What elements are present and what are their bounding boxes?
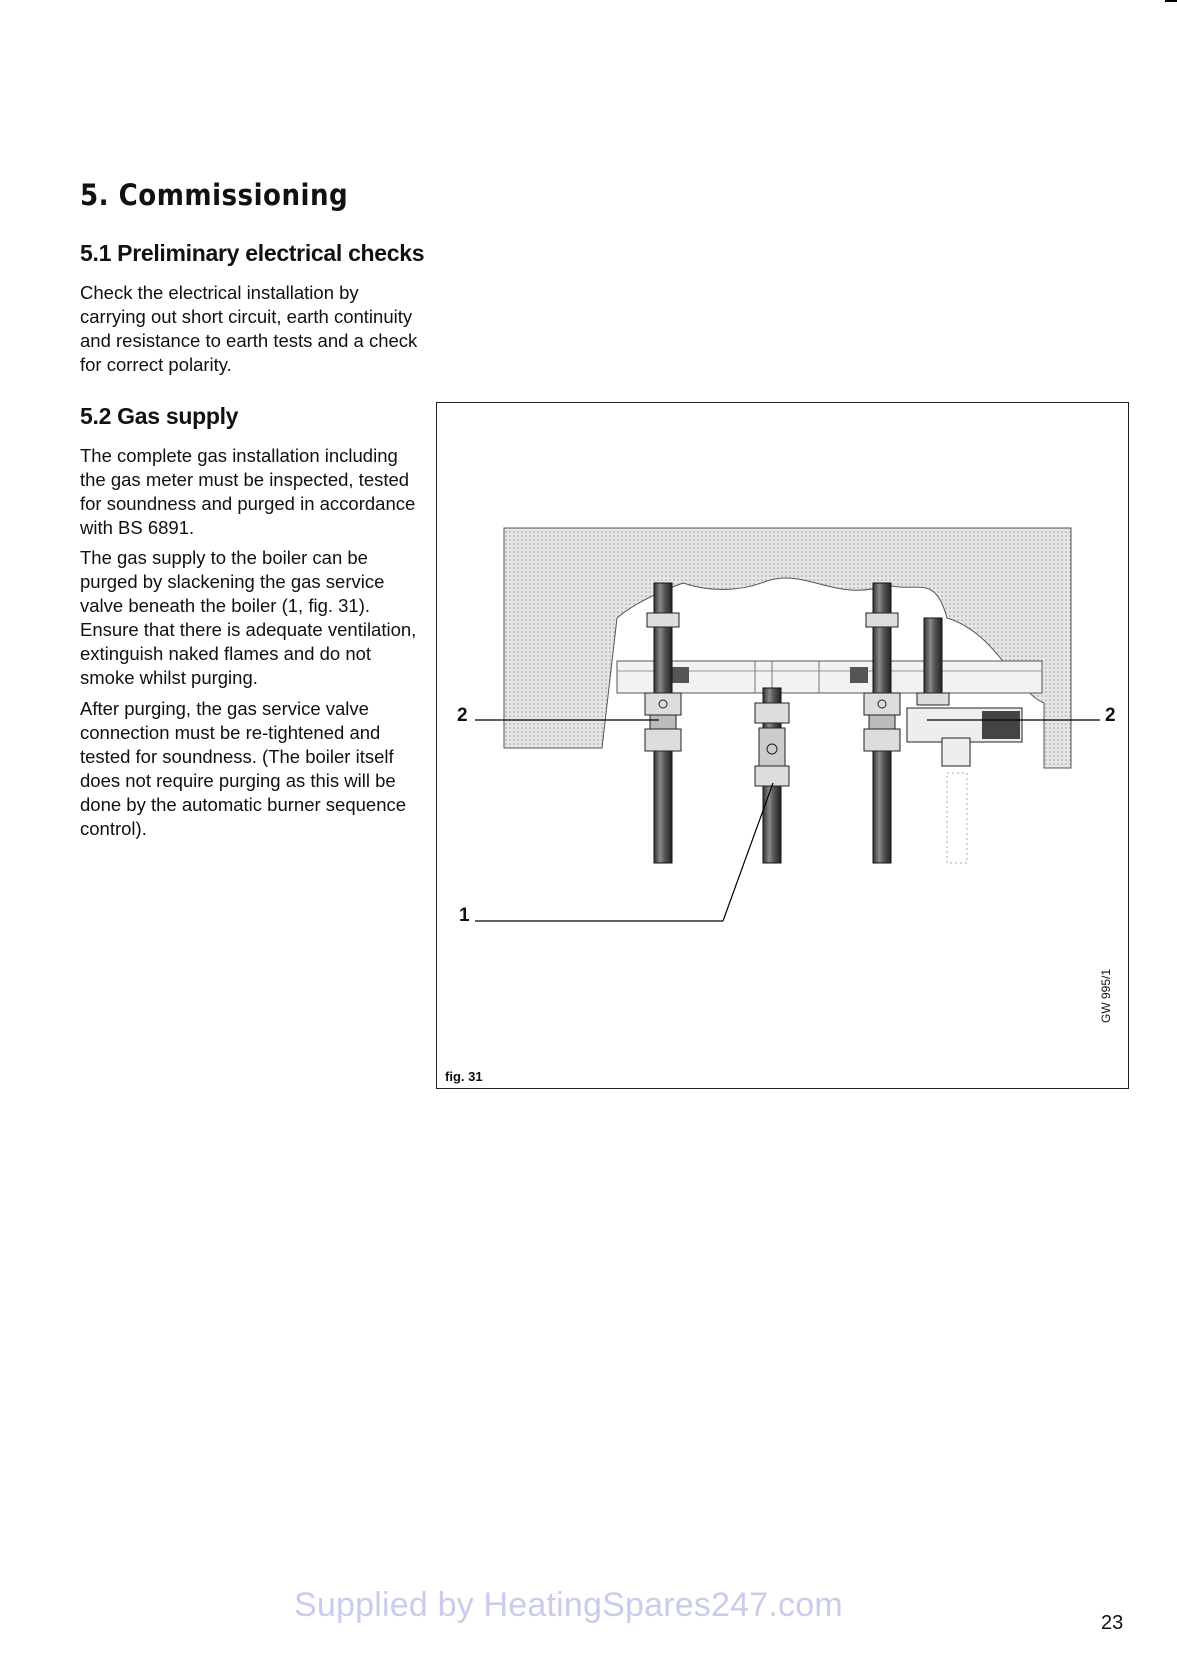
page-corner-mark [1165, 0, 1177, 2]
watermark: Supplied by HeatingSpares247.com [294, 1586, 843, 1624]
page-number: 23 [1101, 1612, 1124, 1634]
gas-supply-paragraph-3: After purging, the gas service valve connection must be re-tightened and tested for soundness. (The boiler itself does not require purging as this will be done by the automatic burner sequence control). [80, 698, 407, 839]
gas-supply-paragraph-2: The gas supply to the boiler can be purged by slackening the gas service valve beneath the boiler (1, fig. 31). Ensure that there is adequate ventilation, extinguish naked flames and do not smoke whilst purging. [80, 547, 417, 688]
gas-pipe-illustration [437, 403, 1127, 1087]
electrical-checks-text: Check the electrical installation by carrying out short circuit, earth continuity and resistance to earth tests and a check for correct polarity. [80, 282, 418, 375]
section-title: 5. Commissioning [80, 178, 349, 212]
callout-1: 1 [459, 905, 470, 926]
subsection-heading-gas: 5.2 Gas supply [80, 403, 239, 429]
callout-2-left: 2 [457, 705, 468, 726]
figure-31 [436, 402, 1129, 1089]
figure-label: fig. 31 [445, 1069, 483, 1084]
callout-2-right: 2 [1105, 705, 1116, 726]
gas-supply-paragraph-1: The complete gas installation including the gas meter must be inspected, tested for soundness and purged in accordance with BS 6891. [80, 445, 416, 538]
figure-code: GW 995/1 [1099, 968, 1113, 1023]
gas-service-valve [759, 728, 785, 766]
subsection-heading-electrical: 5.1 Preliminary electrical checks [80, 240, 425, 266]
